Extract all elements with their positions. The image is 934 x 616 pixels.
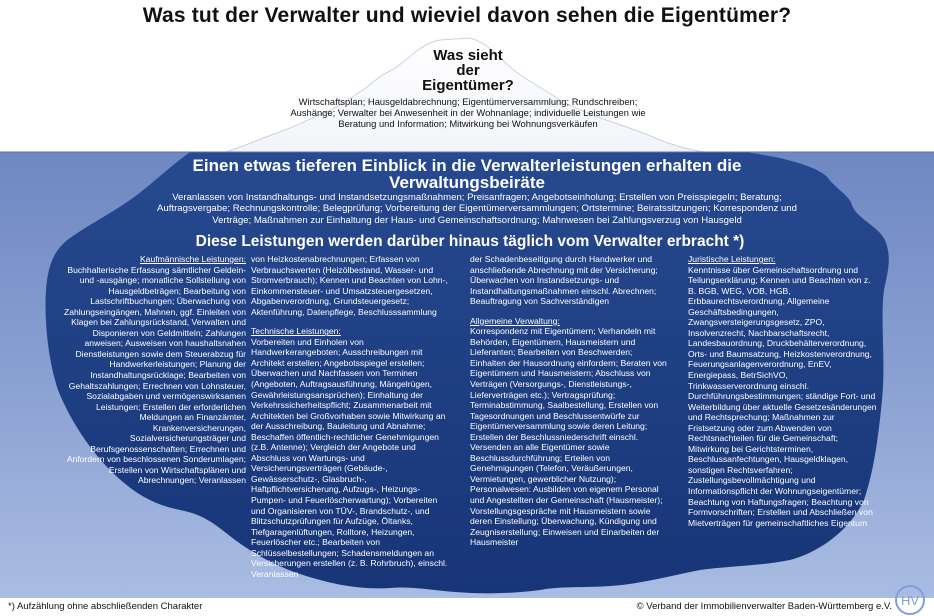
kaufm-text: Buchhalterische Erfassung sämtlicher Geldein- und -ausgänge; monatliche Sollstellung von Hausgeldbeträgen; Bearbeitung von Lastschriftbuchungen; Überwachung von Zahlungseingängen, Mahnen, ggf. Einleiten von Klagen bei Zahlungsrückstand, Verwalten und Disponieren von Geldmitteln; Zahlungen anweisen; Ausweisen von haushaltsnahen Dienstleistungen sowie dem Steuerabzug für Handwerkerleistungen; Planung der Instandhaltungsrücklage; Bearbeiten von Gehaltszahlungen; Errechnen von Lohnsteuer, Sozialabgaben und vermögenswirksamen Leistungen; Erstellen der erforderlichen Meldungen an Finanzämter, Krankenversicherungen, Sozialversicherungsträger und Berufsgenossenschaften; Errechnen und Anfordern von beschlossenen Sonderumlagen; Erstellen von Wirtschaftsplänen und Abrechnungen; Veranlassen — [63, 264, 246, 486]
logo-lettering: HV — [900, 593, 920, 608]
mid-text: Veranlassen von Instandhaltungs- und Instandsetzungsmaßnahmen; Preisanfragen; Angebotseinholung; Erstellen von Preisspiegeln; Beratung; Auftragsvergabe; Rechnungskontrolle; Belegprüfung; Vorbereitung der Eigentümerversammlungen; Ortstermine; Beiratssitzungen; Korrespondenz und Verträge; Maßnahmen zur Einhaltung der Haus- und Gemeinschaftsordnung; Mahnwesen bei Zahlungsverzug von Hausgeld — [157, 192, 797, 226]
mid-heading: Einen etwas tieferen Einblick in die Verwalterleistungen erhalten die Verwaltungsbeiräte — [192, 156, 742, 192]
kaufm-heading: Kaufmännische Leistungen: — [139, 254, 246, 264]
footnote: *) Aufzählung ohne abschließenden Charakter — [8, 601, 203, 612]
techn-text: Vorbereiten und Einholen von Handwerkerangeboten; Ausschreibungen mit Architekt erstellen; Angebotsspiegel erstellen; Überwachen und Nachfassen von Terminen (Angeboten, Auftragsausführung, Mängelrügen, Gewährleistungsansprüchen); Einhaltung der Verkehrssicherheitspflicht; Zusammenarbeit mit Architekten bei Großvorhaben sowie Mitwirkung an der Ausschreibung, Bauleitung und Abnahme; Beschaffen öffentlich-rechtlicher Genehmigungen (z.B. Antenne); Vergleich der Angebote und Abschluss von Wartungs- und Versicherungsverträgen (Gebäude-, Gewässerschutz-, Glasbruch-, Haftpflichtversicherung, Aufzugs-, Heizungs- Pumpen- und Feuerlöscherwartung); Vorbereiten und Organisieren von TÜV-, Brandschutz-, und Blitzschutzprüfungen für Aufzüge, Öltanks, Tiefgaragenlüftungen, Rolltore, Heizungen, Feuerlöscher etc.; Bearbeiten von Schlüsselbestellungen; Schadensmeldungen an Versicherungen erstellen (z. B. Rohrbruch), einschl. Veranlassen — [251, 336, 448, 579]
tip-question: Was sieht der Eigentümer? — [422, 47, 514, 94]
allg-text: Korrespondenz mit Eigentümern; Verhandeln mit Behörden, Eigentümern, Hausmeistern und Lieferanten; Bearbeiten von Beschwerden; Einhalten der Hausordnung einfordern; Beraten von Eigentümern und Hausmeistern; Abschluss von Verträgen (Versorgungs-, Dienstleistungs-, Lieferverträgen etc.); Vertragsprüfung; Terminabstimmung, Saalbestellung, Erstellen von Tagesordnungen und Beschlussentwürfe zur Eigentümerversammlung sowie deren Leitung; Erstellen der Beschlussniederschrift einschl. Versenden an alle Eigentümer sowie Beschlussdurchführung; Erteilen von Genehmigungen (Telefon, Veräußerungen, Vermietungen, gewerblicher Nutzung); Personalwesen: Ausbilden von eigenem Personal und Angestellten der Gemeinschaft (Hausmeister); Vorstellungsgespräche mit Hausmeistern sowie deren Einstellung; Überwachung, Kündigung und Zeugniserstellung; Einweisen und Einarbeiten der Hausmeister — [470, 326, 667, 548]
jur-text: Kenntnisse über Gemeinschaftsordnung und Teilungserklärung; Kennen und Beachten von z. B. BGB, WEG, VOB, HGB, Erbbaurechtsverordnung, Allgemeine Geschäftsbedingungen, Zwangsversteigerungsgesetz, ZPO, Insolvenzrecht, Nachbarschaftsrecht, Landesbauordnung, Druckbehälterverordnung, Orts- und Baumsatzung, Heizkostenverordnung, Feuerungsanlagenverordnung, EnEV, Energiepass, BetrSichVO, Trinkwasserverordnung einschl. Durchführungsbestimmungen; ständige Fort- und Weiterbildung über aktuelle Gesetzesänderungen und Rechtsprechung; Maßnahmen zur Fristsetzung oder zum Abwenden von Rechtsnachteilen für die Gemeinschaft; Mitwirkung bei Gerichtsterminen, Beschlussanfechtungen, Hausgeldklagen, sonstigen Rechtsverfahren; Zustellungsbevollmächtigung und Informationspflicht der Wohnungseigentümer; Beachtung von Haftungsfragen; Beachtung von Formvorschriften; Erstellen und Abschließen von Mietverträgen für gemeinschaftliches Eigentum — [688, 264, 877, 528]
techn-heading: Technische Leistungen: — [251, 326, 341, 337]
page-title: Was tut der Verwalter und wieviel davon sehen die Eigentümer? — [142, 4, 792, 27]
association-logo — [894, 584, 926, 616]
copyright: © Verband der Immobilienverwalter Baden-Württemberg e.V. — [636, 601, 892, 612]
allg-heading: Allgemeine Verwaltung: — [470, 315, 560, 326]
column-allgemein — [470, 254, 668, 548]
tip-text: Wirtschaftsplan; Hausgeldabrechnung; Eigentümerversammlung; Rundschreiben; Aushänge; Verwalter bei Anwesenheit in der Wohnanlage; individuelle Leistungen wie Beratung und Information; Mitwirkung bei Wohnungsverkäufen — [290, 96, 646, 129]
col3-text: der Schadenbeseitigung durch Handwerker und anschließende Abrechnung mit der Versicherung; Überwachen von Instandsetzungs- und Instandhaltungsmaßnahmen einschl. Abrechnen; Beauftragung von Sachverständigen — [470, 254, 658, 307]
col2-text: von Heizkostenabrechnungen; Erfassen von Verbrauchswerten (Heizölbestand, Wasser- und Stromverbrauch); Kennen und Beachten von Lohn-, Einkommensteuer- und Umsatzsteuergesetzen, Abgabenverordnung, Grundsteuergesetz; Aktenführung, Datenpflege, Beschlusssammlung — [251, 254, 448, 317]
column-kaufmaennisch — [52, 254, 246, 486]
column-juristisch — [688, 254, 878, 528]
deep-heading: Diese Leistungen werden darüber hinaus täglich vom Verwalter erbracht *) — [195, 233, 745, 250]
column-technisch — [251, 254, 451, 579]
jur-heading: Juristische Leistungen: — [688, 254, 776, 264]
